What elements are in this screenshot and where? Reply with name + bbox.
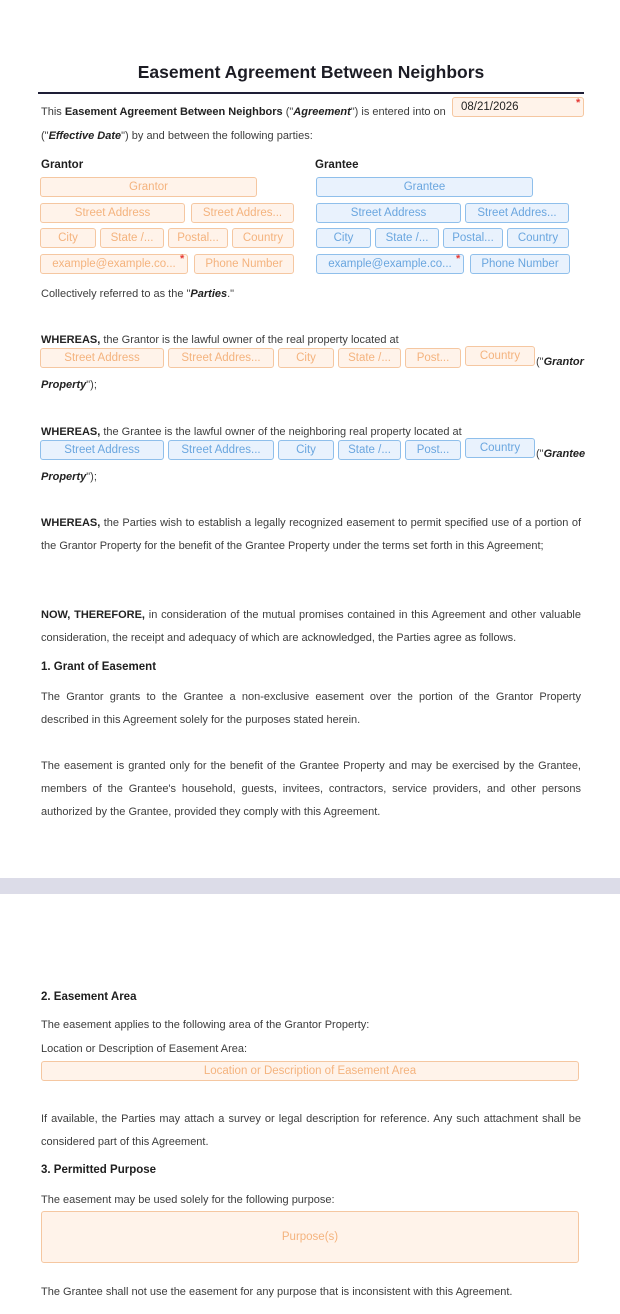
whereas-grantor-text: the Grantor is the lawful owner of the real property located at [100,334,399,346]
parties-term: Parties [190,288,228,300]
grantee-country-field[interactable]: Country [507,228,569,248]
grantor-state-field[interactable]: State /... [100,228,164,248]
purpose-field[interactable]: Purpose(s) [41,1211,579,1263]
grantee-street2-field[interactable]: Street Addres... [465,203,569,223]
grantor-property-state-field[interactable]: State /... [338,348,401,368]
grantor-heading: Grantor [41,159,84,171]
intro-entered: ") is entered into on [350,106,446,118]
section-2-paragraph-2: If available, the Parties may attach a survey or legal description for reference. Any such attachment shall be considered part of this Agreement. [41,1113,581,1148]
document-page-2 [0,894,620,1314]
intro-line2-rest: ") by and between the following parties: [121,130,313,142]
required-marker: * [180,253,185,265]
intro-doc-name: Easement Agreement Between Neighbors [64,106,283,118]
effective-date-field[interactable]: 08/21/2026 [452,97,584,117]
whereas-grantee-text: the Grantee is the lawful owner of the neighboring real property located at [100,426,462,438]
grantee-property-state-field[interactable]: State /... [338,440,401,460]
grantor-term: Grantor [543,356,584,368]
section-2-intro: The easement applies to the following area of the Grantor Property: [41,1019,370,1031]
required-marker: * [456,253,461,265]
grantee-property-country-field[interactable]: Country [465,438,535,458]
section-3-paragraph-2: The Grantee shall not use the easement for any purpose that is inconsistent with this Agreement. [41,1286,513,1298]
grantor-postal-field[interactable]: Postal... [168,228,228,248]
easement-area-label: Location or Description of Easement Area: [41,1043,248,1055]
parties-line [41,283,234,306]
section-1-heading: 1. Grant of Easement [41,661,157,673]
grantee-street1-field[interactable]: Street Address [316,203,461,223]
term-close: "); [86,379,97,391]
grantor-property-term-end [41,374,97,397]
grantee-term: Grantee [543,448,586,460]
intro-paren: (" [282,106,294,118]
now-therefore-lead: NOW, THEREFORE, [41,609,145,621]
parties-pre: Collectively referred to as the " [41,288,191,300]
section-1-paragraph-2: The easement is granted only for the benefit of the Grantee Property and may be exercised by the Grantee, members of the Grantee's household, guests, invitees, contractors, service providers, and other persons authorized by the Grantee, provided they comply with this Agreement. [41,760,581,818]
grantee-property-term-start [536,443,585,466]
grantor-property-street1-field[interactable]: Street Address [40,348,164,368]
grantor-street2-field[interactable]: Street Addres... [191,203,294,223]
intro-this: This [41,106,65,118]
intro-agreement-term: Agreement [293,106,351,118]
grantor-property-street2-field[interactable]: Street Addres... [168,348,274,368]
grantee-name-field[interactable]: Grantee [316,177,533,197]
intro-line-1 [41,101,446,124]
whereas-lead: WHEREAS, [41,517,101,529]
whereas-lead: WHEREAS, [41,334,101,346]
grantee-property-postal-field[interactable]: Post... [405,440,461,460]
grantor-street1-field[interactable]: Street Address [40,203,185,223]
grantee-state-field[interactable]: State /... [375,228,439,248]
property-term: Property [41,379,87,391]
term-open: (" [536,356,544,368]
section-3-intro: The easement may be used solely for the following purpose: [41,1194,335,1206]
whereas-purpose-text: the Parties wish to establish a legally recognized easement to permit specified use of a portion of the Grantor Property for the benefit of the Grantee Property under the terms set forth in this Agreement; [41,517,581,552]
grantee-postal-field[interactable]: Postal... [443,228,503,248]
now-therefore-paragraph [41,604,581,650]
grantee-heading: Grantee [315,159,359,171]
grantor-email-field[interactable]: example@example.co... [40,254,188,274]
effective-date-term: Effective Date [48,130,122,142]
title-divider [38,92,584,94]
grantor-property-country-field[interactable]: Country [465,346,535,366]
page-separator [0,878,620,894]
required-marker: * [576,97,581,109]
grantor-property-city-field[interactable]: City [278,348,334,368]
grantor-country-field[interactable]: Country [232,228,294,248]
grantee-email-field[interactable]: example@example.co... [316,254,464,274]
section-3-heading: 3. Permitted Purpose [41,1164,157,1176]
section-2-heading: 2. Easement Area [41,991,137,1003]
intro-line-2 [41,125,313,148]
grantee-property-city-field[interactable]: City [278,440,334,460]
term-open: (" [536,448,544,460]
document-title: Easement Agreement Between Neighbors [137,62,485,82]
grantee-phone-field[interactable]: Phone Number [470,254,570,274]
intro-line2-open: (" [41,130,49,142]
property-term: Property [41,471,87,483]
grantee-city-field[interactable]: City [316,228,371,248]
term-close: "); [86,471,97,483]
now-therefore-text: in consideration of the mutual promises contained in this Agreement and other valuable consideration, the receipt and adequacy of which are acknowledged, the Parties agree as follows. [41,609,581,644]
parties-post: ." [227,288,235,300]
easement-area-field[interactable]: Location or Description of Easement Area [41,1061,579,1081]
section-1-paragraph-1: The Grantor grants to the Grantee a non-exclusive easement over the portion of the Grantor Property described in this Agreement solely for the purposes stated herein. [41,691,581,726]
grantee-property-street1-field[interactable]: Street Address [40,440,164,460]
whereas-purpose-paragraph [41,512,581,558]
grantor-name-field[interactable]: Grantor [40,177,257,197]
grantor-phone-field[interactable]: Phone Number [194,254,294,274]
grantor-property-term-start [536,351,584,374]
grantee-property-term-end [41,466,97,489]
whereas-lead: WHEREAS, [41,426,101,438]
grantee-property-street2-field[interactable]: Street Addres... [168,440,274,460]
grantor-city-field[interactable]: City [40,228,96,248]
grantor-property-postal-field[interactable]: Post... [405,348,461,368]
